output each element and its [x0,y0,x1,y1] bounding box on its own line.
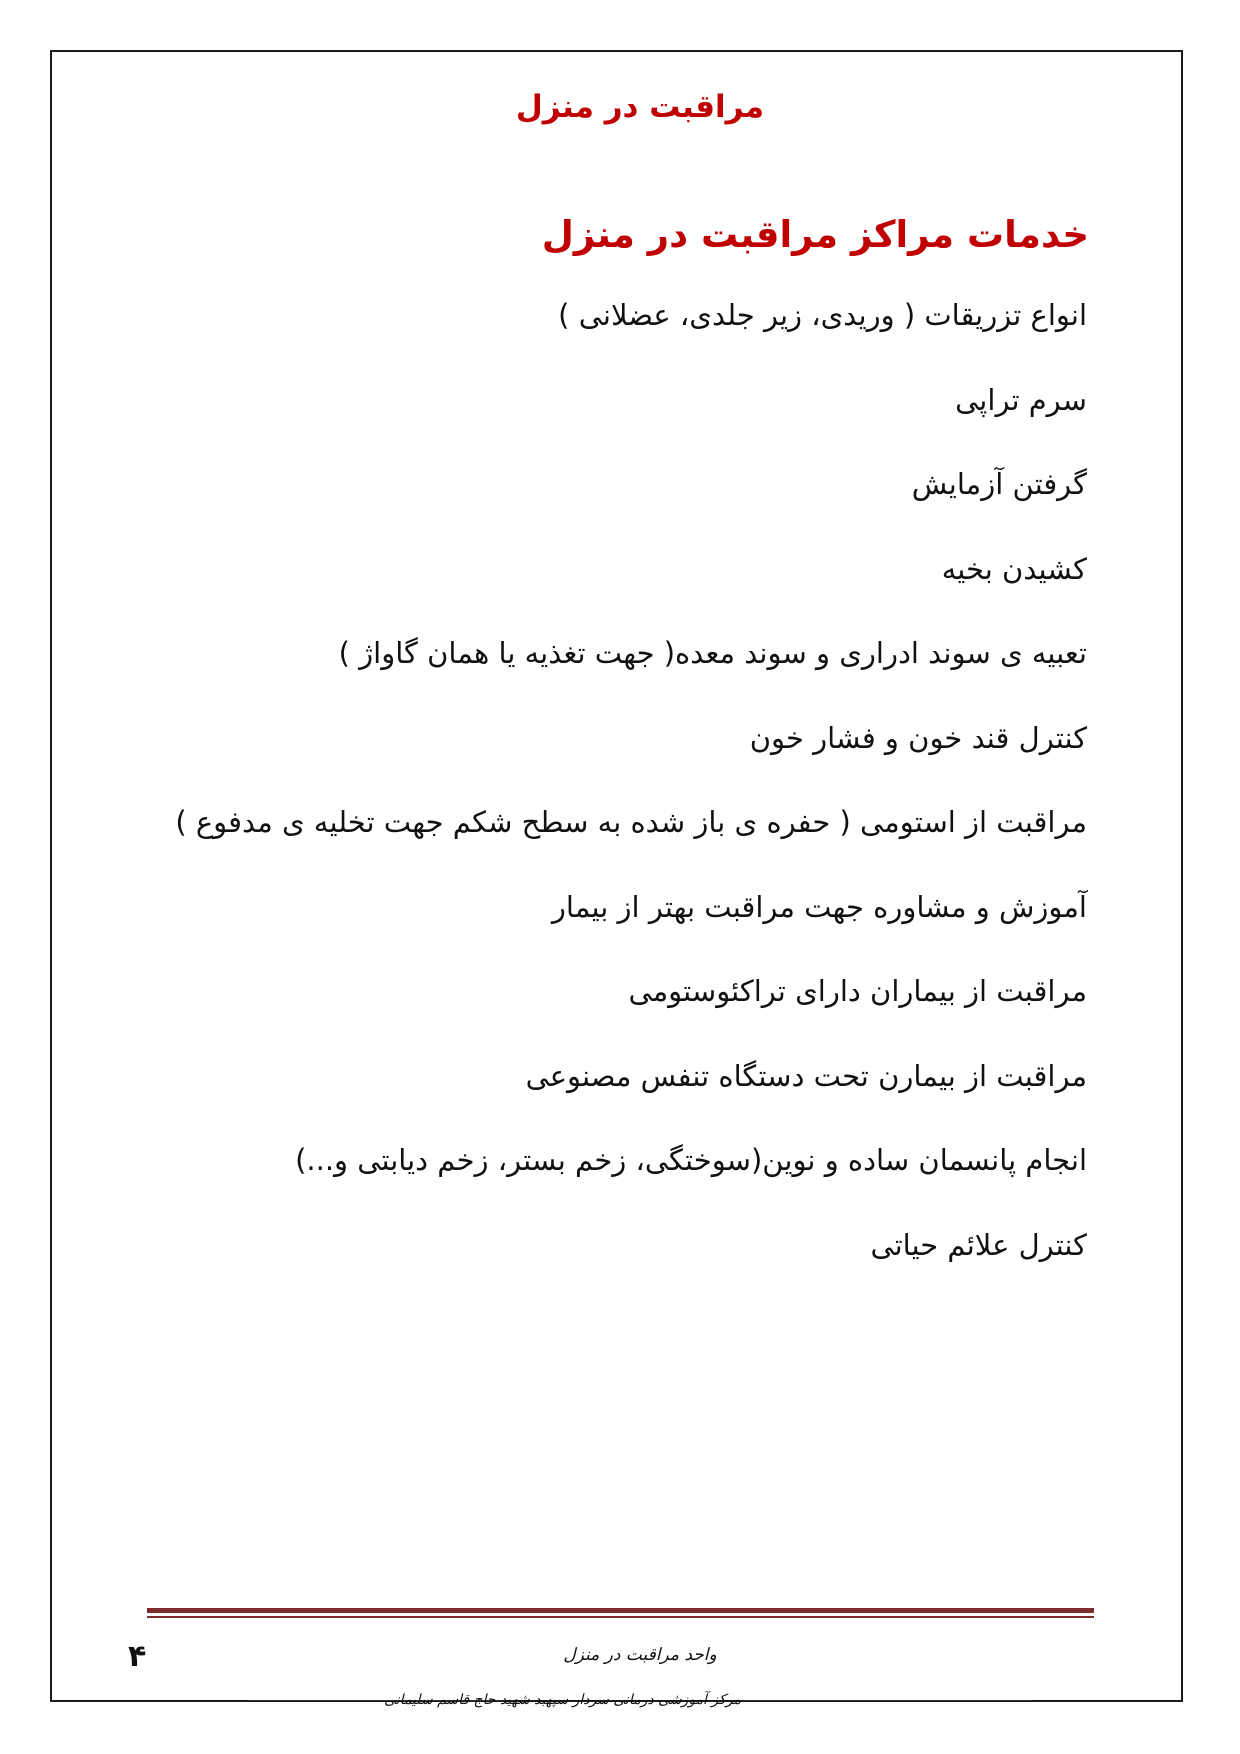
page-number: ۴ [128,1639,147,1674]
list-item: انجام پانسمان ساده و نوین(سوختگی، زخم بستر، زخم دیابتی و...) [295,1143,1087,1177]
list-item: مراقبت از بیمارن تحت دستگاه تنفس مصنوعی [525,1058,1087,1093]
list-item: گرفتن آزمایش [911,467,1087,501]
footer-unit-name: واحد مراقبت در منزل [563,1645,717,1665]
services-list [175,290,1087,1304]
list-item: انواع تزریقات ( وریدی، زیر جلدی، عضلانی ) [558,298,1087,332]
list-item: آموزش و مشاوره جهت مراقبت بهتر از بیمار [551,889,1087,924]
list-item: کشیدن بخیه [941,551,1087,586]
section-heading: خدمات مراکز مراقبت در منزل [541,213,1089,256]
footer-divider-right [743,1700,1033,1701]
footer-center-name: مرکز آموزشی درمانی سردار سپهبد شهید حاج قاسم سلیمانی [384,1692,741,1708]
footer-rule [147,1608,1094,1618]
running-header: مراقبت در منزل [515,89,765,125]
list-item: کنترل علائم حیاتی [870,1227,1087,1262]
list-item: سرم تراپی [955,382,1087,417]
list-item: کنترل قند خون و فشار خون [749,720,1087,755]
list-item: تعبیه ی سوند ادراری و سوند معده( جهت تغذیه یا همان گاواژ ) [338,636,1087,670]
list-item: مراقبت از استومی ( حفره ی باز شده به سطح شکم جهت تخلیه ی مدفوع ) [175,805,1087,839]
list-item: مراقبت از بیماران دارای تراکئوستومی [628,974,1087,1008]
